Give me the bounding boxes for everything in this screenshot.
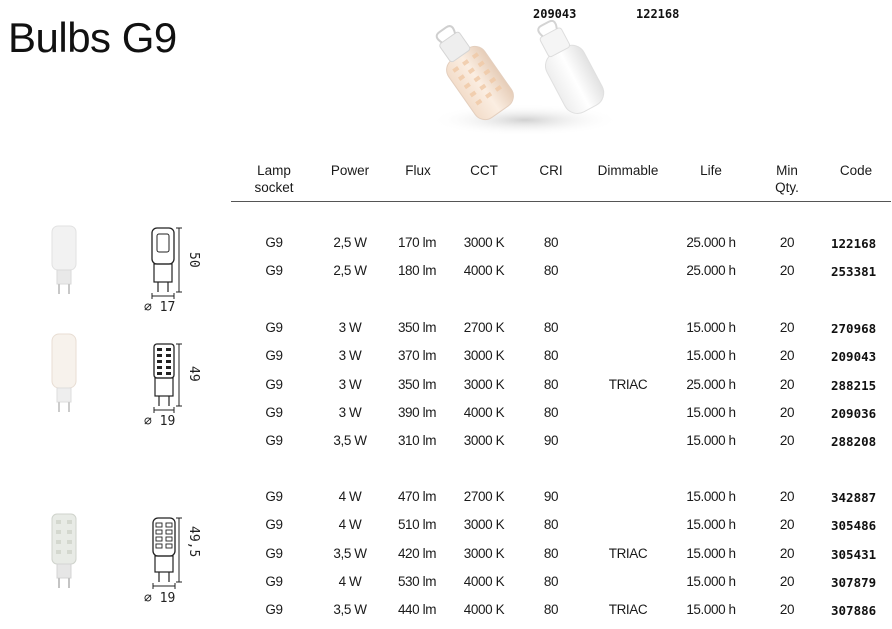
cell-cct: 3000 K — [463, 377, 505, 392]
header-lamp-socket: Lamp socket — [254, 163, 294, 195]
cell-code: 307879 — [831, 575, 877, 590]
header-power: Power — [330, 163, 370, 178]
header-code: Code — [839, 163, 873, 178]
cell-minqty: 20 — [779, 602, 795, 617]
header-life: Life — [700, 163, 722, 178]
cell-code: 288208 — [831, 434, 877, 449]
cell-life: 25.000 h — [686, 377, 736, 392]
dimension-diagram-2 — [138, 340, 206, 432]
cell-minqty: 20 — [779, 348, 795, 363]
cell-code: 209043 — [831, 349, 877, 364]
header-dimmable: Dimmable — [597, 163, 659, 178]
cell-cct: 3000 K — [463, 433, 505, 448]
cell-power: 3,5 W — [333, 546, 367, 561]
cell-code: 209036 — [831, 406, 877, 421]
cell-power: 3 W — [338, 320, 362, 335]
cell-life: 25.000 h — [686, 263, 736, 278]
cell-cri: 80 — [543, 574, 559, 589]
cell-minqty: 20 — [779, 546, 795, 561]
cell-flux: 180 lm — [397, 263, 437, 278]
cell-cct: 3000 K — [463, 517, 505, 532]
cell-cri: 90 — [543, 489, 559, 504]
cell-code: 122168 — [831, 236, 877, 251]
header-cri: CRI — [539, 163, 563, 178]
cell-cri: 80 — [543, 348, 559, 363]
cell-flux: 350 lm — [397, 377, 437, 392]
cell-cct: 4000 K — [463, 602, 505, 617]
cell-flux: 440 lm — [397, 602, 437, 617]
cell-power: 3 W — [338, 405, 362, 420]
cell-socket: G9 — [265, 574, 283, 589]
cell-minqty: 20 — [779, 574, 795, 589]
bulb-thumbnail-1 — [44, 222, 84, 298]
cell-dimmable: TRIAC — [608, 602, 648, 617]
dimension-diameter-1: ⌀ 17 — [144, 300, 176, 314]
cell-cct: 4000 K — [463, 405, 505, 420]
cell-power: 4 W — [338, 489, 362, 504]
header-divider — [231, 201, 891, 202]
cell-flux: 170 lm — [397, 235, 437, 250]
header-flux: Flux — [405, 163, 431, 178]
cell-socket: G9 — [265, 602, 283, 617]
bulb-thumbnail-2 — [44, 330, 84, 416]
header-cct: CCT — [470, 163, 498, 178]
cell-minqty: 20 — [779, 263, 795, 278]
cell-flux: 310 lm — [397, 433, 437, 448]
cell-power: 2,5 W — [333, 235, 367, 250]
cell-power: 3 W — [338, 348, 362, 363]
cell-code: 305431 — [831, 547, 877, 562]
cell-socket: G9 — [265, 489, 283, 504]
cell-code: 307886 — [831, 603, 877, 618]
cell-cct: 3000 K — [463, 235, 505, 250]
dimension-height-1: 50 — [186, 252, 201, 268]
cell-minqty: 20 — [779, 405, 795, 420]
cell-cri: 90 — [543, 433, 559, 448]
cell-socket: G9 — [265, 320, 283, 335]
cell-dimmable: TRIAC — [608, 546, 648, 561]
cell-socket: G9 — [265, 377, 283, 392]
hero-code-left: 209043 — [533, 7, 577, 21]
cell-cri: 80 — [543, 405, 559, 420]
cell-power: 4 W — [338, 574, 362, 589]
cell-cct: 2700 K — [463, 320, 505, 335]
dimension-height-3: 49,5 — [186, 526, 201, 558]
dimension-diameter-2: ⌀ 19 — [144, 414, 176, 429]
cell-power: 3,5 W — [333, 602, 367, 617]
cell-minqty: 20 — [779, 489, 795, 504]
cell-life: 15.000 h — [686, 489, 736, 504]
cell-code: 288215 — [831, 378, 877, 393]
cell-minqty: 20 — [779, 377, 795, 392]
cell-flux: 470 lm — [397, 489, 437, 504]
cell-dimmable: TRIAC — [608, 377, 648, 392]
hero-bulbs-image — [410, 18, 650, 148]
cell-flux: 390 lm — [397, 405, 437, 420]
cell-minqty: 20 — [779, 320, 795, 335]
cell-life: 15.000 h — [686, 348, 736, 363]
cell-cri: 80 — [543, 602, 559, 617]
cell-flux: 530 lm — [397, 574, 437, 589]
cell-cct: 2700 K — [463, 489, 505, 504]
cell-power: 2,5 W — [333, 263, 367, 278]
cell-cri: 80 — [543, 546, 559, 561]
dimension-diameter-3: ⌀ 19 — [144, 591, 176, 606]
cell-socket: G9 — [265, 405, 283, 420]
header-min-qty: Min Qty. — [775, 163, 799, 195]
cell-socket: G9 — [265, 348, 283, 363]
cell-life: 15.000 h — [686, 602, 736, 617]
cell-cct: 3000 K — [463, 348, 505, 363]
cell-power: 4 W — [338, 517, 362, 532]
cell-life: 15.000 h — [686, 574, 736, 589]
cell-socket: G9 — [265, 546, 283, 561]
cell-power: 3 W — [338, 377, 362, 392]
cell-cct: 4000 K — [463, 263, 505, 278]
page-title: Bulbs G9 — [8, 14, 177, 61]
cell-socket: G9 — [265, 235, 283, 250]
cell-cct: 4000 K — [463, 574, 505, 589]
cell-life: 15.000 h — [686, 433, 736, 448]
cell-flux: 350 lm — [397, 320, 437, 335]
cell-cri: 80 — [543, 263, 559, 278]
cell-minqty: 20 — [779, 433, 795, 448]
cell-code: 342887 — [831, 490, 877, 505]
cell-socket: G9 — [265, 263, 283, 278]
cell-life: 15.000 h — [686, 517, 736, 532]
cell-life: 25.000 h — [686, 235, 736, 250]
dimension-diagram-1 — [138, 222, 206, 314]
cell-cri: 80 — [543, 320, 559, 335]
cell-minqty: 20 — [779, 517, 795, 532]
cell-minqty: 20 — [779, 235, 795, 250]
cell-power: 3,5 W — [333, 433, 367, 448]
cell-cct: 3000 K — [463, 546, 505, 561]
cell-life: 15.000 h — [686, 405, 736, 420]
cell-life: 15.000 h — [686, 546, 736, 561]
bulb-thumbnail-3 — [44, 510, 84, 596]
cell-socket: G9 — [265, 517, 283, 532]
cell-socket: G9 — [265, 433, 283, 448]
cell-flux: 420 lm — [397, 546, 437, 561]
cell-cri: 80 — [543, 377, 559, 392]
cell-flux: 510 lm — [397, 517, 437, 532]
cell-cri: 80 — [543, 517, 559, 532]
dimension-diagram-3 — [138, 512, 206, 608]
cell-life: 15.000 h — [686, 320, 736, 335]
dimension-height-2: 49 — [186, 366, 201, 382]
hero-code-right: 122168 — [636, 7, 680, 21]
cell-flux: 370 lm — [397, 348, 437, 363]
cell-cri: 80 — [543, 235, 559, 250]
cell-code: 305486 — [831, 518, 877, 533]
cell-code: 270968 — [831, 321, 877, 336]
cell-code: 253381 — [831, 264, 877, 279]
